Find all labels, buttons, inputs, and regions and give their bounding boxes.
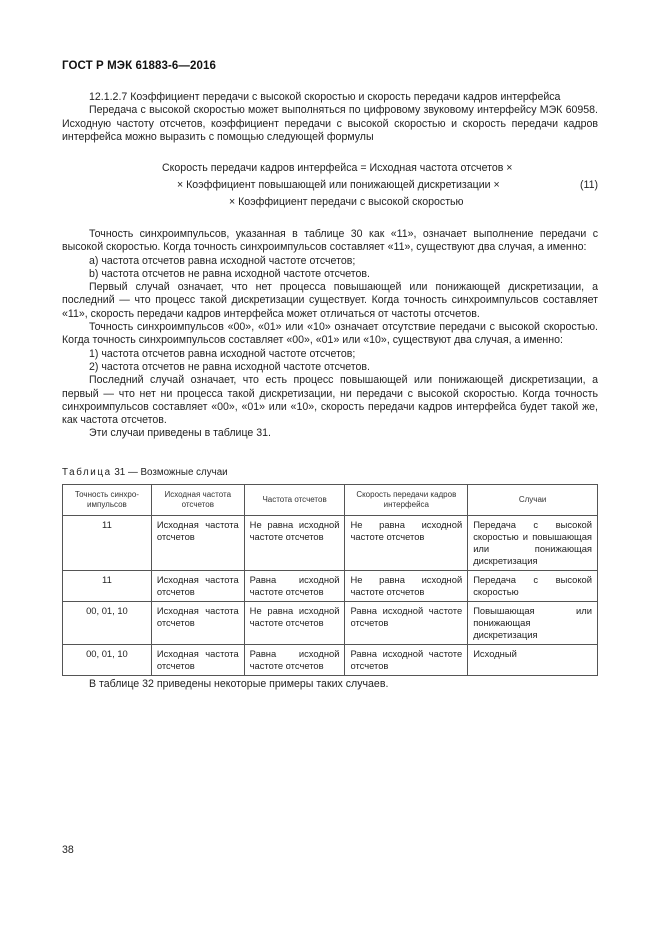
table-cell: Не равна исходной частоте отсчетов (345, 516, 468, 571)
table-cell: Исходная частота отсчетов (151, 571, 244, 602)
table-cell: Исходный (468, 645, 598, 676)
paragraph: Точность синхроимпульсов «00», «01» или «10» означает отсутствие передачи с высокой скоростью. Когда точность синхроимпульсов составляет «00», «01» или «10», существуют два случая, а именно: (62, 321, 598, 347)
table-cell: Повышающая или понижающая дискретизация (468, 602, 598, 645)
table-cell: Исходная частота отсчетов (151, 602, 244, 645)
table-cell: Равна исходной частоте отсчетов (345, 602, 468, 645)
header-sync-accuracy: Точность синхро-импульсов (63, 485, 152, 516)
table-cell: 11 (63, 571, 152, 602)
table-cell: 00, 01, 10 (63, 645, 152, 676)
header-frame-rate: Скорость передачи кадров интерфейса (345, 485, 468, 516)
list-item: 1) частота отсчетов равна исходной частоте отсчетов; (89, 347, 356, 360)
table-cell: 11 (63, 516, 152, 571)
table-cell: Равна исходной частоте отсчетов (244, 571, 345, 602)
header-source-rate: Исходная частота отсчетов (151, 485, 244, 516)
formula-line-2: × Коэффициент повышающей или понижающей дискретизации × (177, 179, 500, 191)
table-cell: Передача с высокой скоростью (468, 571, 598, 602)
formula-line-1: Скорость передачи кадров интерфейса = Исходная частота отсчетов × (162, 162, 513, 174)
table-cell: Передача с высокой скоростью и повышающая или понижающая дискретизация (468, 516, 598, 571)
table-caption (62, 467, 228, 478)
formula-number: (11) (579, 179, 598, 191)
paragraph: Первый случай означает, что нет процесса повышающей или понижающей дискретизации, а последний — что процесс такой дискретизации существует. Когда точность синхроимпульсов составляет «11», скорость передачи кадров интерфейса может отличаться от частоты отсчетов. (62, 281, 598, 320)
table-row (63, 602, 598, 645)
after-table-text (62, 678, 598, 691)
header-sample-rate: Частота отсчетов (244, 485, 345, 516)
table-cell: Равна исходной частоте отсчетов (345, 645, 468, 676)
section-intro (62, 91, 598, 144)
table-caption-label: Таблица (62, 467, 112, 478)
document-header: ГОСТ Р МЭК 61883-6—2016 (62, 60, 216, 72)
table-cell: Не равна исходной частоте отсчетов (345, 571, 468, 602)
cases-table (62, 484, 598, 676)
list-item: a) частота отсчетов равна исходной частоте отсчетов; (89, 254, 356, 267)
list-item: b) частота отсчетов не равна исходной частоте отсчетов. (89, 267, 370, 280)
list-item: 2) частота отсчетов не равна исходной частоте отсчетов. (89, 360, 370, 373)
page-number: 38 (62, 844, 74, 856)
table-row (63, 645, 598, 676)
table-cell: 00, 01, 10 (63, 602, 152, 645)
intro-paragraph: Передача с высокой скоростью может выполняться по цифровому звуковому интерфейсу МЭК 60958. Исходную частоту отсчетов, коэффициент передачи с высокой скоростью и скорость передачи кадров интерфейса можно выразить с помощью следующей формулы (62, 104, 598, 143)
paragraph: Последний случай означает, что есть процесс повышающей или понижающей дискретизации, а первый — что нет ни процесса такой дискретизации, ни передачи с высокой скоростью. Когда точность синхроимпульсов составляет «00», «01» или «10», скорость передачи кадров интерфейса будет такой же, как частота отсчетов. (62, 374, 598, 427)
paragraph: Точность синхроимпульсов, указанная в таблице 30 как «11», означает выполнение передачи с высокой скоростью. Когда точность синхроимпульсов составляет «11», существуют два случая, а именно: (62, 228, 598, 254)
table-cell: Равна исходной частоте отсчетов (244, 645, 345, 676)
header-cases: Случаи (468, 485, 598, 516)
paragraph: Эти случаи приведены в таблице 31. (89, 427, 271, 440)
table-row (63, 516, 598, 571)
section-heading: 12.1.2.7 Коэффициент передачи с высокой скоростью и скорость передачи кадров интерфейса (89, 91, 561, 103)
table-cell: Исходная частота отсчетов (151, 516, 244, 571)
table-row (63, 571, 598, 602)
table-cell: Не равна исходной частоте отсчетов (244, 516, 345, 571)
table-cell: Исходная частота отсчетов (151, 645, 244, 676)
table-cell: Не равна исходной частоте отсчетов (244, 602, 345, 645)
formula-line-3: × Коэффициент передачи с высокой скоростью (229, 196, 464, 208)
body-paragraphs (62, 228, 598, 441)
table-header-row (63, 485, 598, 516)
table-caption-text: 31 — Возможные случаи (114, 467, 228, 478)
paragraph: В таблице 32 приведены некоторые примеры таких случаев. (89, 678, 389, 690)
